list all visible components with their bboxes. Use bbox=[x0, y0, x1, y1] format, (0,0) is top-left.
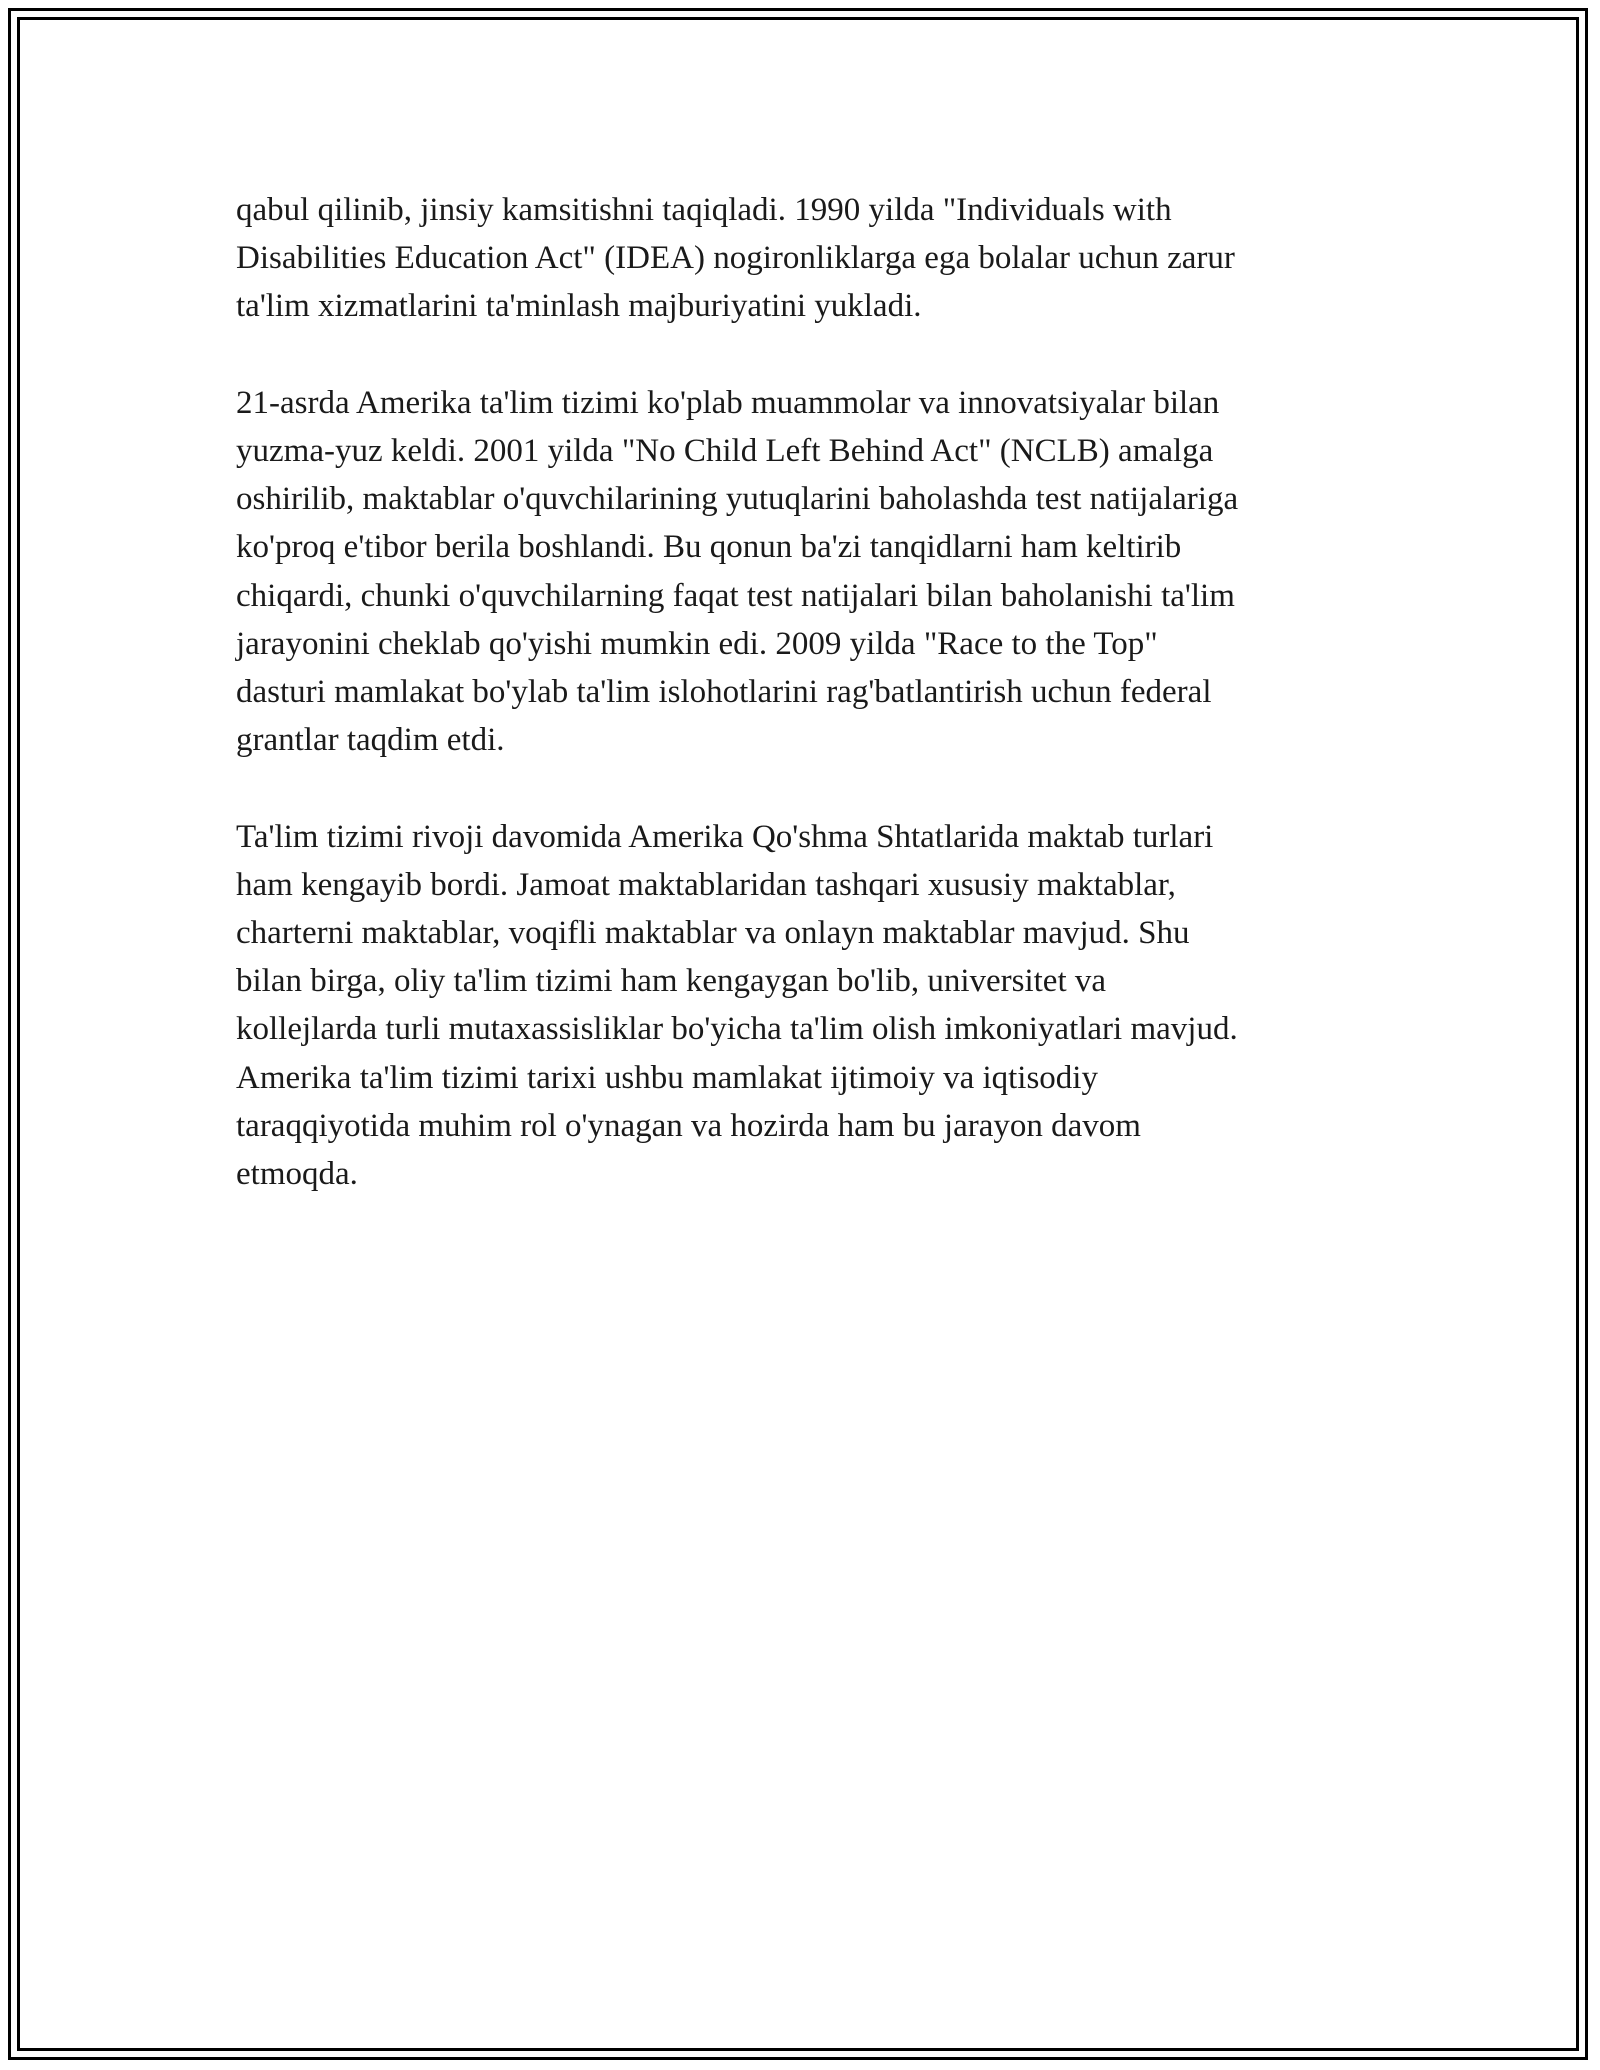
paragraph-2: 21-asrda Amerika ta'lim tizimi ko'plab muammolar va innovatsiyalar bilan yuzma-yuz keldi. 2001 yilda "No Child Left Behind Act" (NCLB) amalga oshirilib, maktablar o'quvchilarining yutuqlarini baholashda test natijalariga ko'proq e'tibor berila boshlandi. Bu qonun ba'zi tanqidlarni ham keltirib chiqardi, chunki o'quvchilarning faqat test natijalari bilan baholanishi ta'lim jarayonini cheklab qo'yishi mumkin edi. 2009 yilda "Race to the Top" dasturi mamlakat bo'ylab ta'lim islohotlarini rag'batlantirish uchun federal grantlar taqdim etdi. bbox=[236, 384, 1239, 759]
paragraph-3: Ta'lim tizimi rivoji davomida Amerika Qo'shma Shtatlarida maktab turlari ham kengayib bordi. Jamoat maktablaridan tashqari xususiy maktablar, charterni maktablar, voqifli maktablar va onlayn maktablar mavjud. Shu bilan birga, oliy ta'lim tizimi ham kengaygan bo'lib, universitet va kollejlarda turli mutaxassisliklar bo'yicha ta'lim olish imkoniyatlari mavjud. Amerika ta'lim tizimi tarixi ushbu mamlakat ijtimoiy va iqtisodiy taraqqiyotida muhim rol o'ynagan va hozirda ham bu jarayon davom etmoqda. bbox=[236, 818, 1238, 1193]
document-body bbox=[236, 186, 1386, 1246]
paragraph-1: qabul qilinib, jinsiy kamsitishni taqiqladi. 1990 yilda "Individuals with Disabilities Education Act" (IDEA) nogironliklarga ega bolalar uchun zarur ta'lim xizmatlarini ta'minlash majburiyatini yukladi. bbox=[236, 192, 1235, 325]
